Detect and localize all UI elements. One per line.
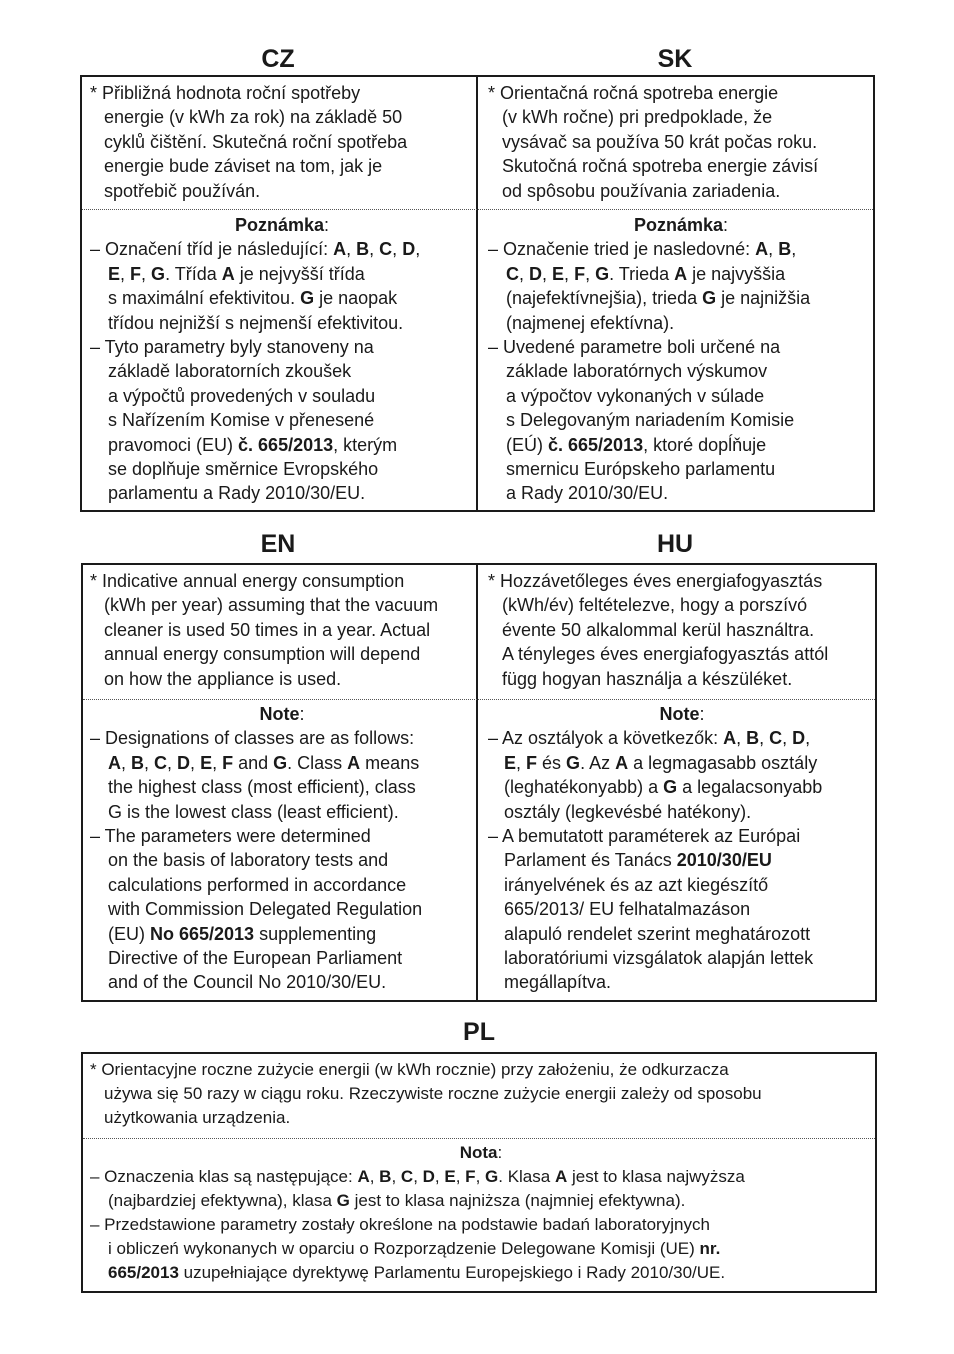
text-line: – Označení tříd je následující: A, B, C, D, <box>90 239 421 260</box>
sk-note <box>488 213 874 506</box>
text-line: – Označenie tried je nasledovné: A, B, <box>488 239 797 260</box>
pl-note <box>90 1141 872 1285</box>
text-line: alapuló rendelet szerint meghatározott <box>504 923 811 944</box>
text-line: on the basis of laboratory tests and <box>108 850 389 871</box>
text-line: A, B, C, D, E, F and G. Class A means <box>108 752 420 773</box>
text-line: třídou nejnižší s nejmenší efektivitou. <box>108 312 404 333</box>
text-line: základě laboratorních zkoušek <box>108 361 352 382</box>
text-line: smernicu Európskeho parlamentu <box>506 459 776 480</box>
section-heading-en: EN <box>260 530 296 558</box>
text-line: A tényleges éves energiafogyasztás attól <box>502 644 829 665</box>
hu-intro <box>488 569 876 691</box>
text-line: and of the Council No 2010/30/EU. <box>108 972 387 993</box>
text-line: with Commission Delegated Regulation <box>108 899 423 920</box>
column-divider <box>476 565 478 1000</box>
text-line: osztály (legkevésbé hatékony). <box>504 801 752 822</box>
cz-note <box>90 213 474 506</box>
text-line: függ hogyan használja a készüléket. <box>502 668 793 689</box>
text-line: Directive of the European Parliament <box>108 948 403 969</box>
cz-note-body <box>90 237 474 505</box>
text-line: od spôsobu používania zariadenia. <box>502 180 781 201</box>
text-line: – Uvedené parametre boli určené na <box>488 337 781 358</box>
text-line: Parlament és Tanács 2010/30/EU <box>504 850 772 871</box>
text-line: irányelvének és az azt kiegészítő <box>504 874 769 895</box>
text-line: cyklů čištění. Skutečná roční spotřeba <box>104 131 408 152</box>
text-line: s maximální efektivitou. G je naopak <box>108 288 398 309</box>
en-note-body <box>90 726 474 994</box>
text-line: – A bemutatott paraméterek az Európai <box>488 826 801 847</box>
text-line: laboratóriumi vizsgálatok alapján lettek <box>504 948 814 969</box>
text-line: (kWh/év) feltételezve, hogy a porszívó <box>502 595 808 616</box>
text-line: * Přibližná hodnota roční spotřeby <box>90 83 361 103</box>
text-line: on how the appliance is used. <box>104 668 342 689</box>
text-line: – Przedstawione parametry zostały określone na podstawie badań laboratoryjnych <box>90 1215 710 1234</box>
text-line: s Delegovaným nariadením Komisie <box>506 410 795 431</box>
text-line: G is the lowest class (least efficient). <box>108 801 399 822</box>
table-pl <box>81 1052 877 1293</box>
text-line: używa się 50 razy w ciągu roku. Rzeczywiste roczne zużycie energii zależy od sposobu <box>104 1084 762 1103</box>
text-line: (najefektívnejšia), trieda G je najnižšia <box>506 288 811 309</box>
table-cz-sk <box>80 75 875 512</box>
sk-intro <box>488 81 874 203</box>
row-divider <box>83 1138 875 1139</box>
section-heading-sk: SK <box>657 45 693 73</box>
hu-note-body <box>488 726 876 994</box>
en-note-title: Note: <box>259 704 305 724</box>
text-line: 665/2013/ EU felhatalmazáson <box>504 899 751 920</box>
hu-note <box>488 702 876 995</box>
text-line: – Tyto parametry byly stanoveny na <box>90 337 374 358</box>
text-line: megállapítva. <box>504 972 612 993</box>
text-line: użytkowania urządzenia. <box>104 1108 291 1127</box>
text-line: spotřebič používán. <box>104 180 261 201</box>
text-line: a Rady 2010/30/EU. <box>506 483 669 504</box>
column-divider <box>476 77 478 510</box>
section-heading-pl: PL <box>463 1018 495 1046</box>
text-line: (najmenej efektívna). <box>506 312 675 333</box>
text-line: * Orientačná ročná spotreba energie <box>488 83 779 103</box>
text-line: základe laboratórnych výskumov <box>506 361 768 382</box>
row-divider <box>83 699 875 700</box>
text-line: E, F és G. Az A a legmagasabb osztály <box>504 752 818 773</box>
text-line: Skutočná ročná spotreba energie závisí <box>502 156 819 177</box>
text-line: – The parameters were determined <box>90 826 371 847</box>
text-line: s Nařízením Komise v přenesené <box>108 410 375 431</box>
text-line: – Az osztályok a következők: A, B, C, D, <box>488 728 811 749</box>
text-line: – Oznaczenia klas są następujące: A, B, C, D, E, F, G. Klasa A jest to klasa najwyższa <box>90 1167 745 1186</box>
text-line: C, D, E, F, G. Trieda A je najvyššia <box>506 263 786 284</box>
text-line: energie bude záviset na tom, jak je <box>104 156 383 177</box>
text-line: energie (v kWh za rok) na základě 50 <box>104 107 403 128</box>
pl-note-body <box>90 1165 872 1285</box>
text-line: (EÚ) č. 665/2013, ktoré dopĺňuje <box>506 434 767 455</box>
text-line: se doplňuje směrnice Evropského <box>108 459 379 480</box>
pl-intro <box>90 1058 872 1130</box>
text-line: i obliczeń wykonanych w oparciu o Rozporządzenie Delegowane Komisji (UE) nr. <box>108 1239 721 1258</box>
text-line: (EU) No 665/2013 supplementing <box>108 923 377 944</box>
text-line: pravomoci (EU) č. 665/2013, kterým <box>108 434 398 455</box>
pl-note-title: Nota: <box>459 1143 503 1162</box>
text-line: parlamentu a Rady 2010/30/EU. <box>108 483 366 504</box>
text-line: * Orientacyjne roczne zużycie energii (w kWh rocznie) przy założeniu, że odkurzacza <box>90 1060 729 1079</box>
en-note <box>90 702 474 995</box>
hu-note-title: Note: <box>659 704 705 724</box>
section-heading-cz: CZ <box>261 45 295 73</box>
text-line: cleaner is used 50 times in a year. Actual <box>104 619 431 640</box>
text-line: (najbardziej efektywna), klasa G jest to klasa najniższa (najmniej efektywna). <box>108 1191 686 1210</box>
text-line: (kWh per year) assuming that the vacuum <box>104 595 439 616</box>
text-line: (leghatékonyabb) a G a legalacsonyabb <box>504 777 823 798</box>
sk-note-title: Poznámka: <box>633 215 729 235</box>
text-line: a výpočtov vykonaných v súlade <box>506 385 765 406</box>
text-line: évente 50 alkalommal kerül használtra. <box>502 619 815 640</box>
text-line: E, F, G. Třída A je nejvyšší třída <box>108 263 365 284</box>
text-line: * Hozzávetőleges éves energiafogyasztás <box>488 571 823 591</box>
text-line: vysávač sa používa 50 krát počas roku. <box>502 131 818 152</box>
cz-note-title: Poznámka: <box>234 215 330 235</box>
table-en-hu <box>81 563 877 1002</box>
section-heading-hu: HU <box>656 530 694 558</box>
en-intro <box>90 569 474 691</box>
text-line: the highest class (most efficient), class <box>108 777 416 798</box>
text-line: annual energy consumption will depend <box>104 644 421 665</box>
row-divider <box>82 209 873 210</box>
text-line: * Indicative annual energy consumption <box>90 571 405 591</box>
text-line: a výpočtů provedených v souladu <box>108 385 376 406</box>
cz-intro <box>90 81 474 203</box>
text-line: 665/2013 uzupełniające dyrektywę Parlamentu Europejskiego i Rady 2010/30/UE. <box>108 1263 726 1282</box>
text-line: calculations performed in accordance <box>108 874 407 895</box>
text-line: (v kWh ročne) pri predpoklade, že <box>502 107 773 128</box>
text-line: – Designations of classes are as follows: <box>90 728 415 749</box>
sk-note-body <box>488 237 874 505</box>
